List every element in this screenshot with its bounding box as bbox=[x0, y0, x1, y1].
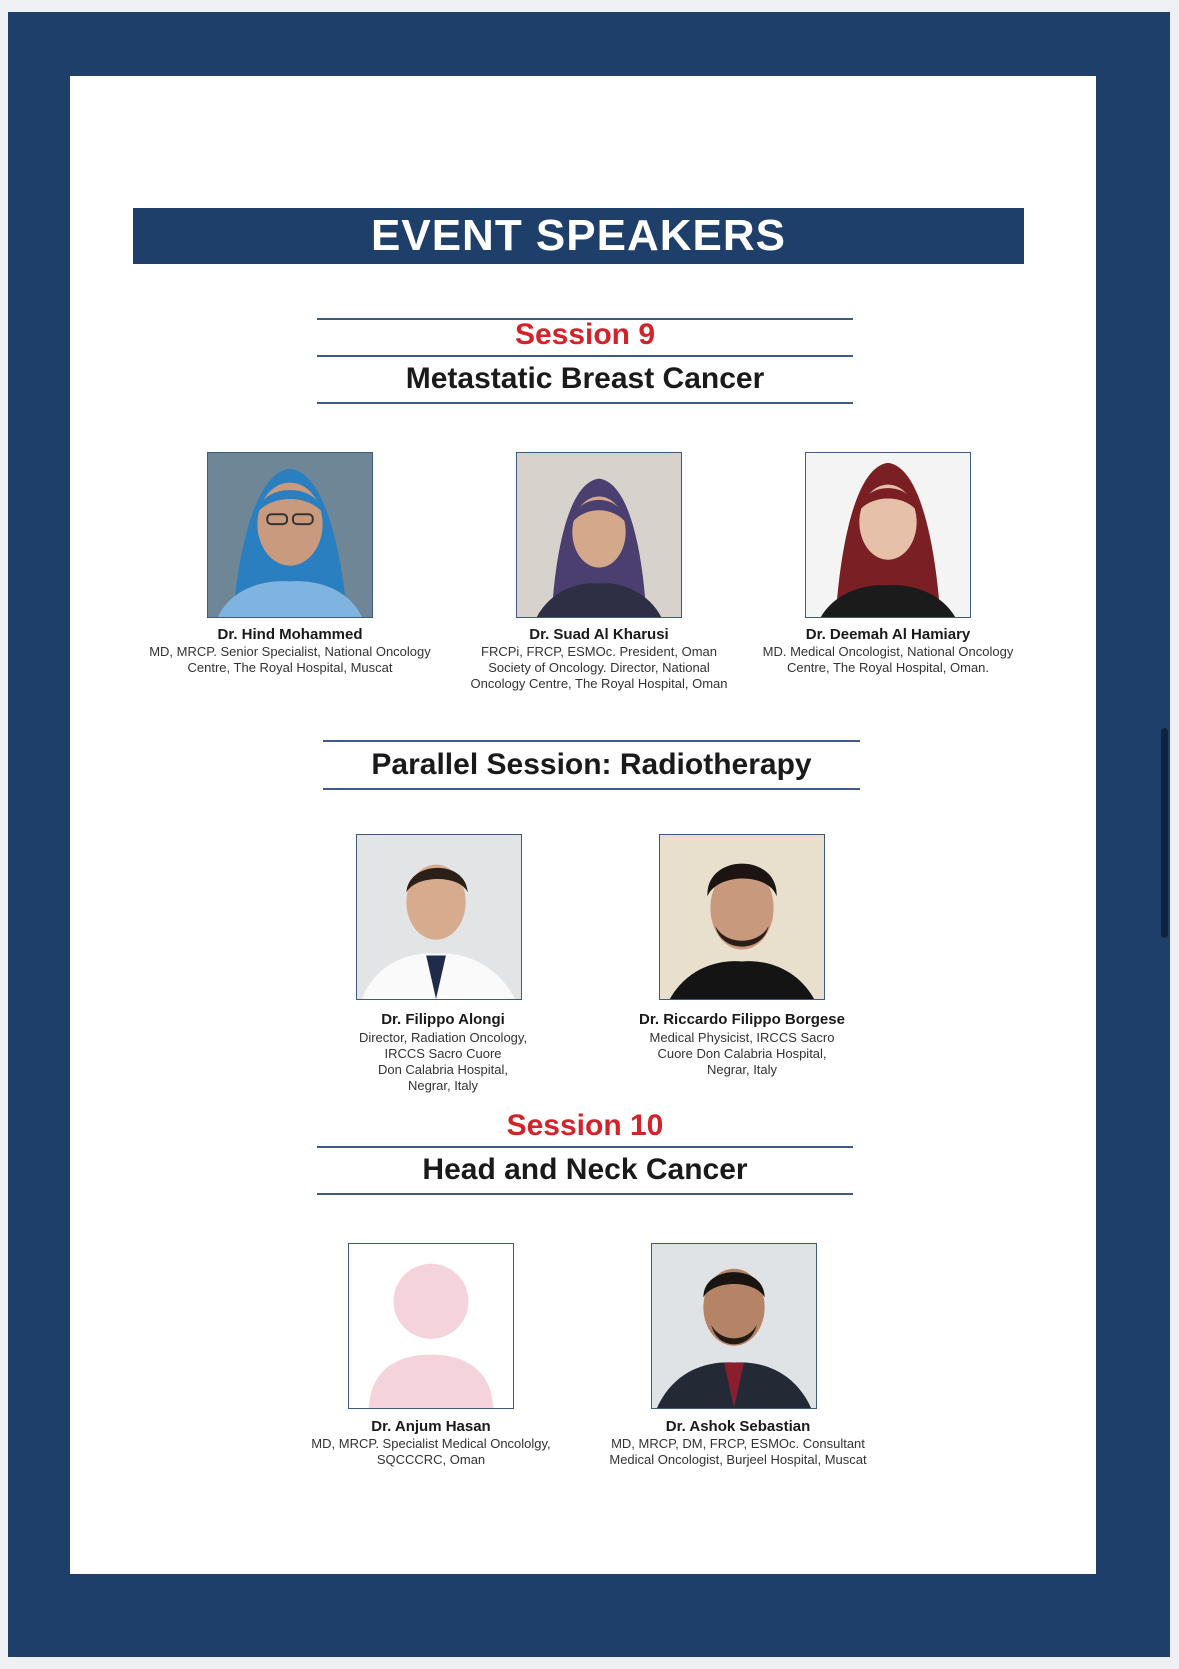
speaker-photo-hind-mohammed bbox=[207, 452, 373, 618]
speaker-name: Dr. Deemah Al Hamiary bbox=[805, 626, 971, 643]
page-title: EVENT SPEAKERS bbox=[133, 208, 1024, 264]
speaker-name: Dr. Suad Al Kharusi bbox=[529, 626, 669, 643]
speaker-credentials: MD, MRCP. Specialist Medical Oncololgy, SQCCCRC, Oman bbox=[311, 1436, 551, 1467]
parallel-session-title: Parallel Session: Radiotherapy bbox=[371, 748, 812, 781]
scrollbar-thumb[interactable] bbox=[1161, 728, 1168, 938]
divider bbox=[317, 1146, 853, 1148]
avatar-placeholder-icon bbox=[348, 1243, 514, 1409]
session-9-title: Metastatic Breast Cancer bbox=[405, 362, 765, 395]
speaker-credentials: MD, MRCP. Senior Specialist, National Oncology Centre, The Royal Hospital, Muscat bbox=[149, 644, 431, 675]
speaker-name: Dr. Ashok Sebastian bbox=[665, 1418, 811, 1435]
speaker-name: Dr. Hind Mohammed bbox=[217, 626, 363, 643]
divider bbox=[323, 788, 860, 790]
divider bbox=[317, 1193, 853, 1195]
speaker-name: Dr. Riccardo Filippo Borgese bbox=[639, 1011, 845, 1028]
speaker-credentials: FRCPi, FRCP, ESMOc. President, Oman Society of Oncology. Director, National Oncology Centre, The Royal Hospital, Oman bbox=[470, 644, 728, 691]
speaker-name: Dr. Anjum Hasan bbox=[371, 1418, 491, 1435]
document-page bbox=[70, 76, 1096, 1574]
speaker-credentials: Medical Physicist, IRCCS Sacro Cuore Don Calabria Hospital, Negrar, Italy bbox=[649, 1030, 835, 1077]
speaker-name: Dr. Filippo Alongi bbox=[381, 1011, 505, 1028]
speaker-photo-suad-al-kharusi bbox=[516, 452, 682, 618]
session-10-label: Session 10 bbox=[506, 1109, 664, 1142]
speaker-photo-riccardo-filippo-borgese bbox=[659, 834, 825, 1000]
speaker-credentials: MD. Medical Oncologist, National Oncology Centre, The Royal Hospital, Oman. bbox=[762, 644, 1014, 675]
session-10-title: Head and Neck Cancer bbox=[422, 1153, 748, 1186]
speaker-photo-deemah-al-hamiary bbox=[805, 452, 971, 618]
speaker-credentials: Director, Radiation Oncology, IRCCS Sacro Cuore Don Calabria Hospital, Negrar, Italy bbox=[358, 1030, 528, 1093]
speaker-photo-filippo-alongi bbox=[356, 834, 522, 1000]
speaker-photo-ashok-sebastian bbox=[651, 1243, 817, 1409]
speaker-credentials: MD, MRCP, DM, FRCP, ESMOc. Consultant Medical Oncologist, Burjeel Hospital, Muscat bbox=[609, 1436, 867, 1467]
session-9-label: Session 9 bbox=[514, 318, 656, 351]
divider bbox=[317, 402, 853, 404]
divider bbox=[323, 740, 860, 742]
divider bbox=[317, 355, 853, 357]
